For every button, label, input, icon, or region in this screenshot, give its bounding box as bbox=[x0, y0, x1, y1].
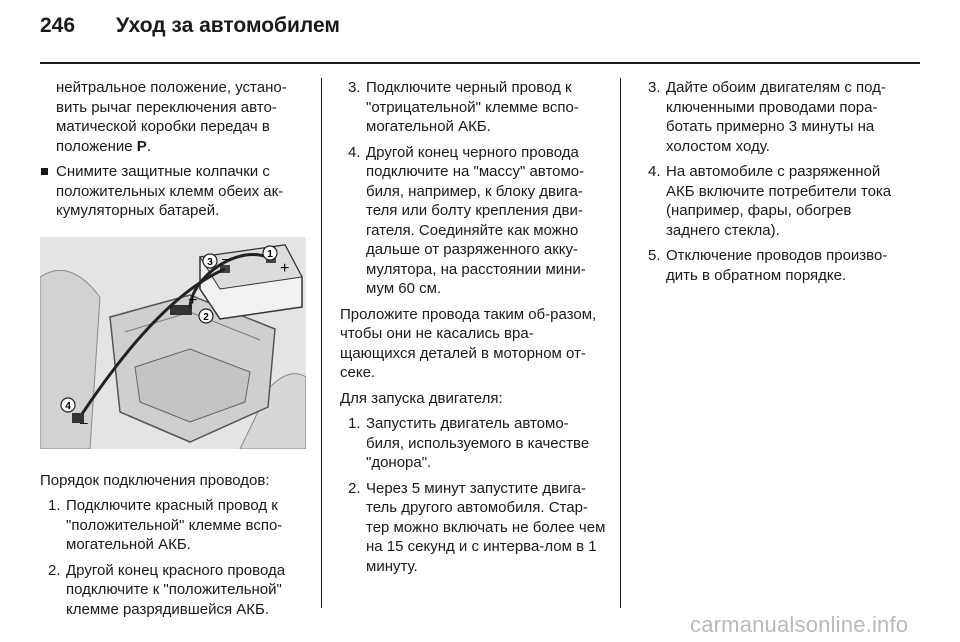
intro-paragraph bbox=[40, 78, 306, 156]
page-header bbox=[40, 14, 920, 54]
list-item bbox=[340, 414, 606, 473]
list-item bbox=[340, 143, 606, 299]
list-item bbox=[340, 479, 606, 577]
step-text: Другой конец красного провода подключите к "положительной" клемме разрядившейся АКБ. bbox=[66, 561, 286, 618]
column-1 bbox=[40, 78, 306, 625]
column-divider bbox=[620, 78, 621, 608]
figure-label-4: 4 bbox=[65, 400, 71, 412]
header-divider bbox=[40, 62, 920, 64]
start-engine-title: Для запуска двигателя: bbox=[340, 389, 503, 407]
list-item bbox=[340, 78, 606, 137]
minus-sign: – bbox=[80, 413, 88, 430]
minus-sign: – bbox=[222, 249, 230, 266]
step-number: 5. bbox=[648, 247, 661, 264]
step-number: 2. bbox=[48, 561, 61, 579]
page-number: 246 bbox=[40, 14, 76, 37]
step-number: 3. bbox=[648, 79, 661, 96]
step-text: На автомобиле с разряженной АКБ включите потребители тока (например, фары, обогрев заднего стекла). bbox=[666, 163, 892, 239]
column-3 bbox=[640, 78, 906, 291]
bullet-square-icon bbox=[41, 168, 48, 175]
connection-order-title: Порядок подключения проводов: bbox=[40, 471, 270, 489]
intro-end: . bbox=[146, 137, 151, 155]
plus-sign: + bbox=[280, 259, 290, 277]
step-text: Через 5 минут запустите двига-тель другого автомобиля. Стар-тер можно включать не более чем на 15 секунд и с интерва-лом в 1 минуту. bbox=[366, 479, 606, 575]
bullet-item bbox=[40, 162, 306, 221]
step-number: 1. bbox=[48, 497, 61, 514]
step-number: 4. bbox=[648, 163, 661, 180]
gear-position-p: P bbox=[136, 137, 147, 155]
step-number: 1. bbox=[348, 415, 361, 432]
plus-sign: + bbox=[188, 291, 198, 309]
list-item bbox=[40, 496, 306, 555]
intro-text: нейтральное положение, устано-вить рычаг переключения авто-матической коробки передач в положение bbox=[56, 79, 287, 155]
step-text: Подключите красный провод к "положительной" клемме вспо-могательной АКБ. bbox=[66, 497, 283, 553]
bullet-text: Снимите защитные колпачки с положительных клемм обеих ак-кумуляторных батарей. bbox=[56, 163, 284, 219]
list-item bbox=[40, 561, 306, 620]
step-text: Отключение проводов произво-дить в обратном порядке. bbox=[666, 247, 888, 284]
step-number: 4. bbox=[348, 143, 361, 161]
cable-routing-paragraph: Проложите провода таким об-разом, чтобы они не касались вра-щающихся деталей в моторном от-секе. bbox=[340, 305, 597, 381]
page-title: Уход за автомобилем bbox=[116, 14, 340, 37]
step-text: Подключите черный провод к "отрицательной" клемме вспо-могательной АКБ. bbox=[366, 79, 579, 135]
engine-bay-drawing bbox=[40, 237, 306, 449]
step-number: 3. bbox=[348, 79, 361, 96]
column-2 bbox=[340, 78, 606, 582]
step-number: 2. bbox=[348, 479, 361, 497]
list-item bbox=[640, 162, 906, 240]
list-item bbox=[640, 246, 906, 285]
step-text: Запустить двигатель автомо-биля, используемого в качестве "донора". bbox=[366, 415, 590, 471]
step-text: Дайте обоим двигателям с под-ключенными проводами пора-ботать примерно 3 минуты на холостом ходу. bbox=[666, 79, 886, 155]
list-item bbox=[640, 78, 906, 156]
figure-label-1: 1 bbox=[267, 248, 273, 260]
figure-label-3: 3 bbox=[207, 256, 213, 268]
battery-jumper-illustration bbox=[40, 237, 306, 449]
step-text: Другой конец черного провода подключите на "массу" автомо-биля, например, к блоку двига-теля или болту крепления дви-гателя. Соединяйте как можно дальше от разряженного акку-мулятора, на расстоянии мини-мум 60 см. bbox=[366, 143, 586, 297]
watermark: carmanualsonline.info bbox=[690, 612, 909, 637]
column-divider bbox=[321, 78, 322, 608]
figure-label-2: 2 bbox=[203, 311, 209, 323]
